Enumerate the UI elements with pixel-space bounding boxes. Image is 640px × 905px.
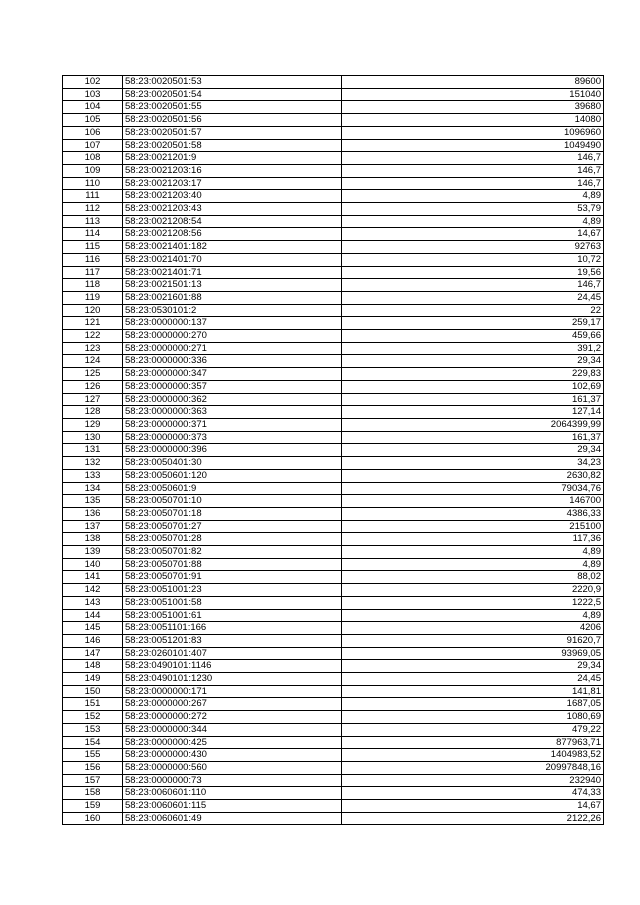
table-row [63, 342, 604, 355]
row-number-cell: 118 [63, 279, 123, 292]
row-number-cell: 110 [63, 177, 123, 190]
value-cell: 4,89 [342, 609, 604, 622]
cadastral-number-cell: 58:23:0000000:357 [123, 380, 342, 393]
value-cell: 146,7 [342, 164, 604, 177]
row-number-cell: 147 [63, 647, 123, 660]
value-cell: 459,66 [342, 330, 604, 343]
row-number-cell: 108 [63, 152, 123, 165]
row-number-cell: 107 [63, 139, 123, 152]
cadastral-number-cell: 58:23:0000000:270 [123, 330, 342, 343]
table-row [63, 596, 604, 609]
value-cell: 141,81 [342, 685, 604, 698]
cadastral-number-cell: 58:23:0020501:53 [123, 76, 342, 89]
value-cell: 4,89 [342, 558, 604, 571]
value-cell: 39680 [342, 101, 604, 114]
table-row [63, 533, 604, 546]
cadastral-number-cell: 58:23:0490101:1146 [123, 660, 342, 673]
row-number-cell: 128 [63, 406, 123, 419]
table-row [63, 114, 604, 127]
table-row [63, 774, 604, 787]
cadastral-number-cell: 58:23:0000000:73 [123, 774, 342, 787]
cadastral-number-cell: 58:23:0000000:371 [123, 418, 342, 431]
table-row [63, 444, 604, 457]
row-number-cell: 112 [63, 203, 123, 216]
value-cell: 89600 [342, 76, 604, 89]
table-row [63, 177, 604, 190]
cadastral-number-cell: 58:23:0000000:560 [123, 761, 342, 774]
cadastral-number-cell: 58:23:0021201:9 [123, 152, 342, 165]
value-cell: 229,83 [342, 368, 604, 381]
cadastral-number-cell: 58:23:0530101:2 [123, 304, 342, 317]
cadastral-number-cell: 58:23:0000000:347 [123, 368, 342, 381]
cadastral-number-cell: 58:23:0051201:83 [123, 634, 342, 647]
row-number-cell: 104 [63, 101, 123, 114]
row-number-cell: 117 [63, 266, 123, 279]
cadastral-number-cell: 58:23:0021203:40 [123, 190, 342, 203]
table-row [63, 584, 604, 597]
table-row [63, 304, 604, 317]
cadastral-number-cell: 58:23:0021401:70 [123, 253, 342, 266]
row-number-cell: 160 [63, 812, 123, 825]
cadastral-number-cell: 58:23:0050701:27 [123, 520, 342, 533]
table-row [63, 76, 604, 89]
cadastral-number-cell: 58:23:0050601:9 [123, 482, 342, 495]
cadastral-number-cell: 58:23:0020501:55 [123, 101, 342, 114]
row-number-cell: 151 [63, 698, 123, 711]
table-row [63, 812, 604, 825]
table-row [63, 634, 604, 647]
row-number-cell: 140 [63, 558, 123, 571]
table-row [63, 761, 604, 774]
row-number-cell: 119 [63, 291, 123, 304]
value-cell: 29,34 [342, 660, 604, 673]
value-cell: 146700 [342, 495, 604, 508]
table-body [63, 76, 604, 825]
value-cell: 93969,05 [342, 647, 604, 660]
cadastral-number-cell: 58:23:0021401:182 [123, 241, 342, 254]
value-cell: 146,7 [342, 152, 604, 165]
value-cell: 151040 [342, 88, 604, 101]
value-cell: 1080,69 [342, 711, 604, 724]
row-number-cell: 154 [63, 736, 123, 749]
cadastral-number-cell: 58:23:0051001:58 [123, 596, 342, 609]
row-number-cell: 142 [63, 584, 123, 597]
table-row [63, 736, 604, 749]
value-cell: 232940 [342, 774, 604, 787]
row-number-cell: 111 [63, 190, 123, 203]
value-cell: 20997848,16 [342, 761, 604, 774]
row-number-cell: 120 [63, 304, 123, 317]
cadastral-number-cell: 58:23:0000000:344 [123, 723, 342, 736]
row-number-cell: 129 [63, 418, 123, 431]
table-row [63, 253, 604, 266]
value-cell: 2064399,99 [342, 418, 604, 431]
value-cell: 877963,71 [342, 736, 604, 749]
cadastral-number-cell: 58:23:0050701:10 [123, 495, 342, 508]
table-row [63, 393, 604, 406]
value-cell: 1404983,52 [342, 749, 604, 762]
cadastral-number-cell: 58:23:0021601:88 [123, 291, 342, 304]
table-row [63, 622, 604, 635]
cadastral-number-cell: 58:23:0021401:71 [123, 266, 342, 279]
cadastral-number-cell: 58:23:0050701:91 [123, 571, 342, 584]
cadastral-number-cell: 58:23:0021208:54 [123, 215, 342, 228]
cadastral-number-cell: 58:23:0060601:110 [123, 787, 342, 800]
value-cell: 1222,5 [342, 596, 604, 609]
cadastral-number-cell: 58:23:0060601:49 [123, 812, 342, 825]
value-cell: 2630,82 [342, 469, 604, 482]
value-cell: 146,7 [342, 279, 604, 292]
table-row [63, 164, 604, 177]
table-row [63, 101, 604, 114]
row-number-cell: 114 [63, 228, 123, 241]
table-row [63, 660, 604, 673]
cadastral-number-cell: 58:23:0021208:56 [123, 228, 342, 241]
row-number-cell: 152 [63, 711, 123, 724]
value-cell: 117,36 [342, 533, 604, 546]
cadastral-number-cell: 58:23:0050401:30 [123, 457, 342, 470]
row-number-cell: 123 [63, 342, 123, 355]
table-row [63, 609, 604, 622]
value-cell: 24,45 [342, 673, 604, 686]
table-row [63, 418, 604, 431]
cadastral-number-cell: 58:23:0050701:28 [123, 533, 342, 546]
table-row [63, 330, 604, 343]
cadastral-number-cell: 58:23:0000000:171 [123, 685, 342, 698]
value-cell: 161,37 [342, 393, 604, 406]
value-cell: 259,17 [342, 317, 604, 330]
table-row [63, 215, 604, 228]
row-number-cell: 103 [63, 88, 123, 101]
cadastral-number-cell: 58:23:0060601:115 [123, 800, 342, 813]
table-row [63, 317, 604, 330]
value-cell: 92763 [342, 241, 604, 254]
cadastral-number-cell: 58:23:0000000:137 [123, 317, 342, 330]
row-number-cell: 141 [63, 571, 123, 584]
value-cell: 22 [342, 304, 604, 317]
row-number-cell: 139 [63, 546, 123, 559]
table-row [63, 673, 604, 686]
value-cell: 2122,26 [342, 812, 604, 825]
cadastral-number-cell: 58:23:0000000:267 [123, 698, 342, 711]
value-cell: 29,34 [342, 355, 604, 368]
cadastral-number-cell: 58:23:0000000:396 [123, 444, 342, 457]
table-row [63, 431, 604, 444]
value-cell: 91620,7 [342, 634, 604, 647]
cadastral-number-cell: 58:23:0021501:13 [123, 279, 342, 292]
row-number-cell: 153 [63, 723, 123, 736]
table-row [63, 228, 604, 241]
value-cell: 53,79 [342, 203, 604, 216]
value-cell: 14,67 [342, 228, 604, 241]
row-number-cell: 131 [63, 444, 123, 457]
cadastral-number-cell: 58:23:0051001:23 [123, 584, 342, 597]
value-cell: 161,37 [342, 431, 604, 444]
cadastral-number-cell: 58:23:0020501:57 [123, 126, 342, 139]
row-number-cell: 113 [63, 215, 123, 228]
row-number-cell: 102 [63, 76, 123, 89]
table-row [63, 139, 604, 152]
row-number-cell: 127 [63, 393, 123, 406]
row-number-cell: 137 [63, 520, 123, 533]
cadastral-number-cell: 58:23:0000000:272 [123, 711, 342, 724]
value-cell: 4,89 [342, 546, 604, 559]
table-row [63, 546, 604, 559]
cadastral-number-cell: 58:23:0000000:336 [123, 355, 342, 368]
cadastral-number-cell: 58:23:0000000:425 [123, 736, 342, 749]
row-number-cell: 106 [63, 126, 123, 139]
value-cell: 29,34 [342, 444, 604, 457]
cadastral-number-cell: 58:23:0000000:271 [123, 342, 342, 355]
row-number-cell: 121 [63, 317, 123, 330]
table-row [63, 800, 604, 813]
cadastral-number-cell: 58:23:0000000:363 [123, 406, 342, 419]
value-cell: 10,72 [342, 253, 604, 266]
table-row [63, 711, 604, 724]
row-number-cell: 138 [63, 533, 123, 546]
table-row [63, 88, 604, 101]
table-row [63, 457, 604, 470]
row-number-cell: 149 [63, 673, 123, 686]
table-row [63, 520, 604, 533]
table-row [63, 368, 604, 381]
value-cell: 391,2 [342, 342, 604, 355]
table-row [63, 266, 604, 279]
value-cell: 479,22 [342, 723, 604, 736]
cadastral-number-cell: 58:23:0260101:407 [123, 647, 342, 660]
cadastral-number-cell: 58:23:0020501:58 [123, 139, 342, 152]
row-number-cell: 125 [63, 368, 123, 381]
table-row [63, 406, 604, 419]
table-row [63, 495, 604, 508]
row-number-cell: 133 [63, 469, 123, 482]
table-row [63, 698, 604, 711]
table-row [63, 203, 604, 216]
row-number-cell: 156 [63, 761, 123, 774]
row-number-cell: 134 [63, 482, 123, 495]
cadastral-number-cell: 58:23:0050601:120 [123, 469, 342, 482]
row-number-cell: 150 [63, 685, 123, 698]
table-row [63, 279, 604, 292]
value-cell: 34,23 [342, 457, 604, 470]
row-number-cell: 116 [63, 253, 123, 266]
row-number-cell: 115 [63, 241, 123, 254]
value-cell: 215100 [342, 520, 604, 533]
table-row [63, 241, 604, 254]
table-row [63, 723, 604, 736]
cadastral-number-cell: 58:23:0000000:430 [123, 749, 342, 762]
table-row [63, 355, 604, 368]
table-row [63, 647, 604, 660]
table-row [63, 685, 604, 698]
value-cell: 14080 [342, 114, 604, 127]
row-number-cell: 130 [63, 431, 123, 444]
row-number-cell: 146 [63, 634, 123, 647]
row-number-cell: 145 [63, 622, 123, 635]
cadastral-number-cell: 58:23:0050701:88 [123, 558, 342, 571]
value-cell: 19,56 [342, 266, 604, 279]
cadastral-number-cell: 58:23:0050701:82 [123, 546, 342, 559]
cadastral-number-cell: 58:23:0000000:362 [123, 393, 342, 406]
value-cell: 1096960 [342, 126, 604, 139]
value-cell: 102,69 [342, 380, 604, 393]
row-number-cell: 136 [63, 507, 123, 520]
value-cell: 4386,33 [342, 507, 604, 520]
value-cell: 88,02 [342, 571, 604, 584]
row-number-cell: 158 [63, 787, 123, 800]
row-number-cell: 135 [63, 495, 123, 508]
cadastral-number-cell: 58:23:0050701:18 [123, 507, 342, 520]
table-row [63, 482, 604, 495]
table-row [63, 507, 604, 520]
cadastral-value-table [62, 75, 604, 825]
cadastral-number-cell: 58:23:0021203:43 [123, 203, 342, 216]
value-cell: 4206 [342, 622, 604, 635]
value-cell: 24,45 [342, 291, 604, 304]
cadastral-number-cell: 58:23:0021203:16 [123, 164, 342, 177]
table-row [63, 291, 604, 304]
table-row [63, 380, 604, 393]
table-row [63, 787, 604, 800]
table-row [63, 571, 604, 584]
value-cell: 127,14 [342, 406, 604, 419]
cadastral-number-cell: 58:23:0021203:17 [123, 177, 342, 190]
cadastral-number-cell: 58:23:0020501:54 [123, 88, 342, 101]
row-number-cell: 126 [63, 380, 123, 393]
row-number-cell: 124 [63, 355, 123, 368]
row-number-cell: 109 [63, 164, 123, 177]
row-number-cell: 122 [63, 330, 123, 343]
value-cell: 2220,9 [342, 584, 604, 597]
cadastral-number-cell: 58:23:0000000:373 [123, 431, 342, 444]
table-row [63, 126, 604, 139]
table-row [63, 749, 604, 762]
row-number-cell: 157 [63, 774, 123, 787]
value-cell: 79034,76 [342, 482, 604, 495]
row-number-cell: 148 [63, 660, 123, 673]
table-row [63, 152, 604, 165]
value-cell: 474,33 [342, 787, 604, 800]
value-cell: 1687,05 [342, 698, 604, 711]
row-number-cell: 105 [63, 114, 123, 127]
cadastral-number-cell: 58:23:0051101:166 [123, 622, 342, 635]
cadastral-number-cell: 58:23:0490101:1230 [123, 673, 342, 686]
table-row [63, 558, 604, 571]
row-number-cell: 159 [63, 800, 123, 813]
row-number-cell: 143 [63, 596, 123, 609]
table-row [63, 469, 604, 482]
value-cell: 146,7 [342, 177, 604, 190]
row-number-cell: 155 [63, 749, 123, 762]
row-number-cell: 132 [63, 457, 123, 470]
cadastral-number-cell: 58:23:0020501:56 [123, 114, 342, 127]
value-cell: 4,89 [342, 190, 604, 203]
value-cell: 14,67 [342, 800, 604, 813]
cadastral-number-cell: 58:23:0051001:61 [123, 609, 342, 622]
row-number-cell: 144 [63, 609, 123, 622]
value-cell: 4,89 [342, 215, 604, 228]
table-row [63, 190, 604, 203]
value-cell: 1049490 [342, 139, 604, 152]
